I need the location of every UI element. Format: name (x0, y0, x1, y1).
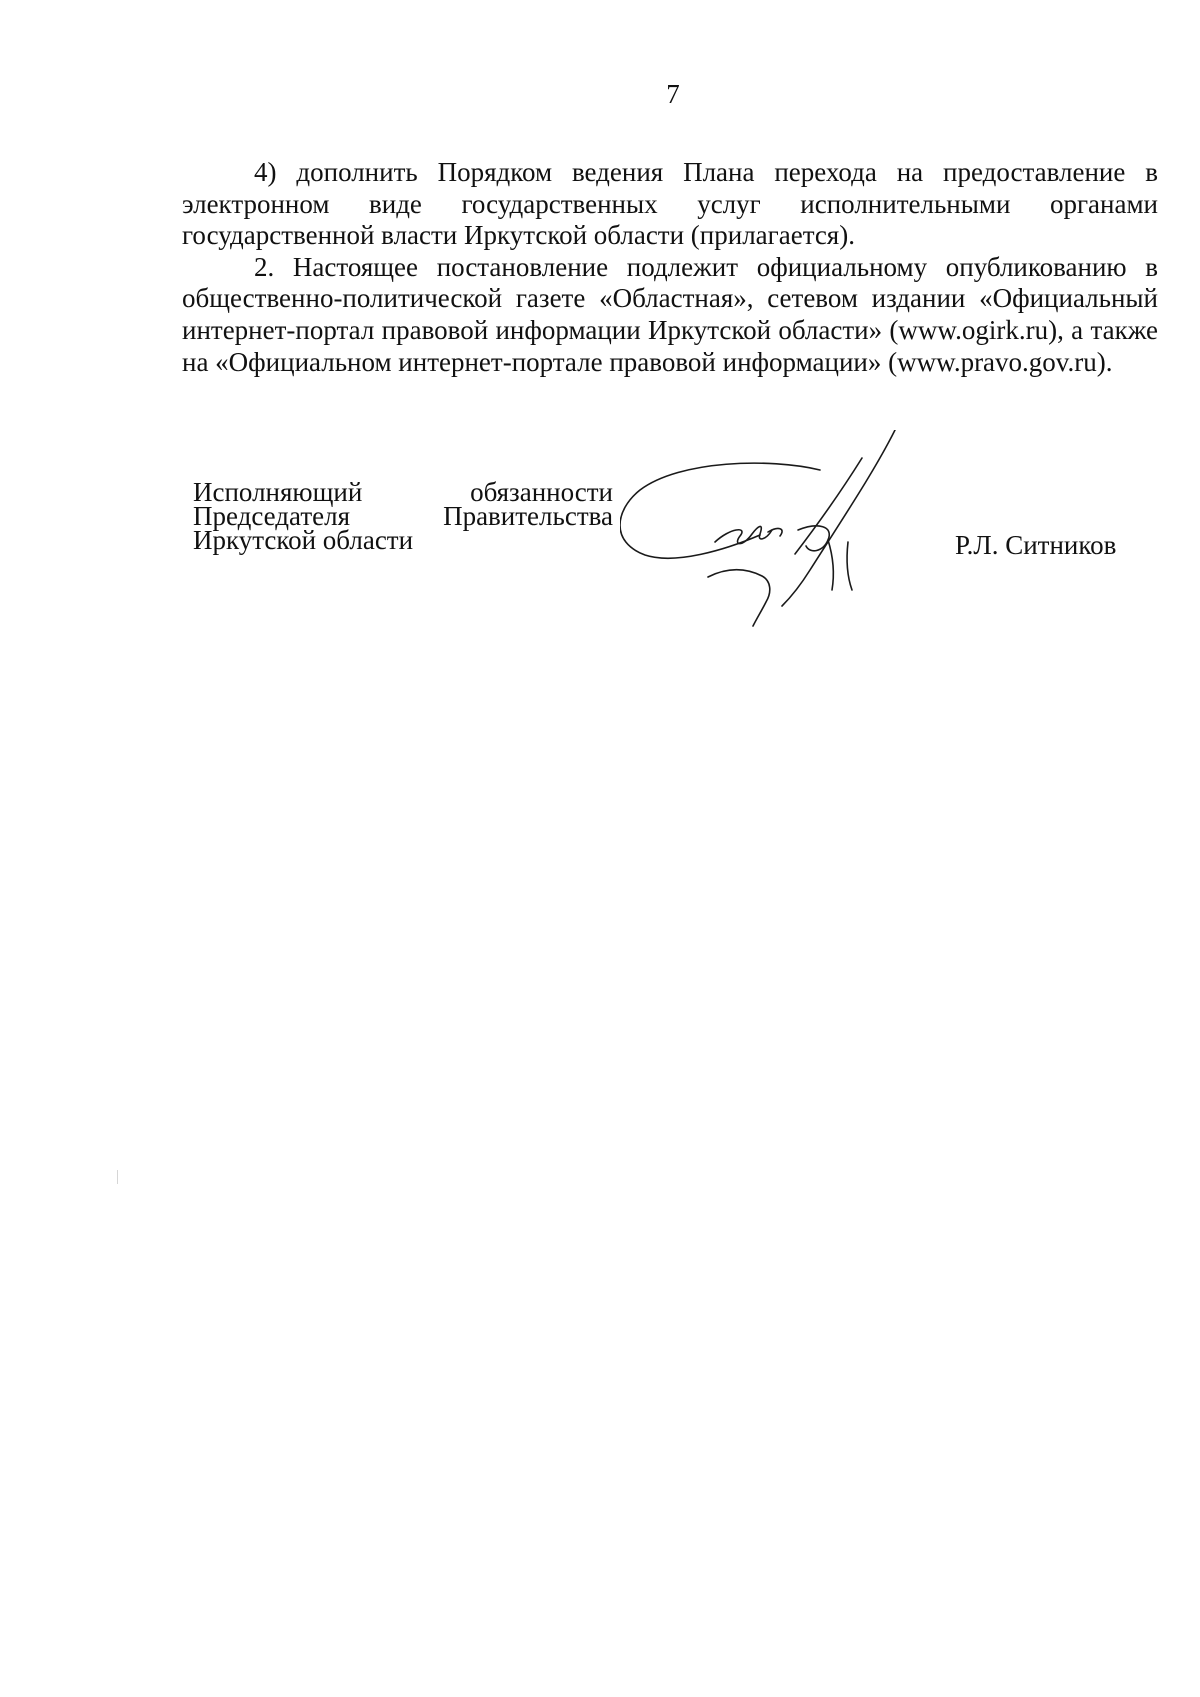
scan-mark (117, 1170, 118, 1184)
document-body (182, 157, 1158, 378)
page-number: 7 (666, 79, 680, 109)
signatory-title-word: Исполняющий (193, 477, 363, 507)
signatory-title-word: обязанности (470, 477, 613, 507)
signatory-title-line-3: Иркутской области (193, 525, 414, 555)
signatory-title-word: Правительства (443, 501, 613, 531)
signatory-title (193, 477, 613, 555)
signatory-name: Р.Л. Ситников (955, 530, 1117, 560)
signatory-title-word: Председателя (193, 501, 351, 531)
paragraph-publication: 2. Настоящее постановление подлежит официальному опубликованию в общественно-политической газете «Областная», сетевом издании «Официальный интернет-портал правовой информации Иркутской области» (www.ogirk.ru), а также на «Официальном интернет-портале правовой информации» (www.pravo.gov.ru). (182, 251, 1158, 377)
paragraph-item-4: 4) дополнить Порядком ведения Плана перехода на предоставление в электронном виде государственных услуг исполнительными органами государственной власти Иркутской области (прилагается). (182, 157, 1158, 251)
handwritten-signature (620, 430, 950, 630)
